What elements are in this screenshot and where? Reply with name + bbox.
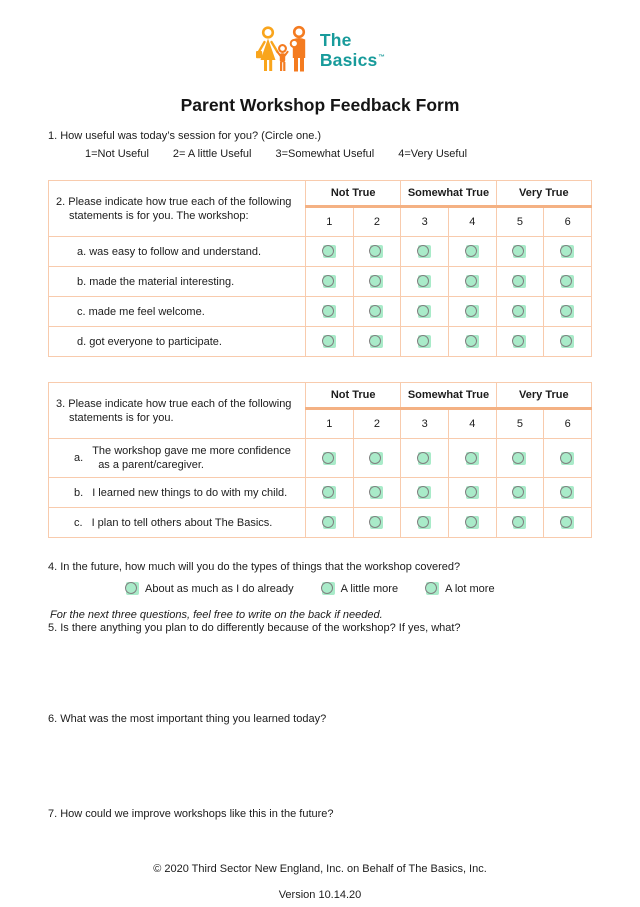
q2-row-a — [49, 237, 592, 267]
rating-radio[interactable] — [466, 245, 479, 258]
rating-radio[interactable] — [513, 486, 526, 499]
q3-row-c — [49, 508, 592, 538]
rating-radio[interactable] — [513, 305, 526, 318]
brand-line-1: The — [319, 30, 352, 51]
answer-space-q5 — [48, 636, 592, 712]
q3-row-c-label: c. I plan to tell others about The Basics. — [49, 508, 306, 538]
brand-line-2: Basics™ — [319, 49, 386, 70]
rating-radio[interactable] — [370, 335, 383, 348]
q2-row-b — [49, 267, 592, 297]
question-1-options — [85, 148, 592, 160]
copyright-text: © 2020 Third Sector New England, Inc. on Behalf of The Basics, Inc. — [153, 863, 487, 875]
rating-radio[interactable] — [418, 486, 431, 499]
question-6-text: 6. What was the most important thing you learned today? — [48, 713, 327, 725]
rating-radio[interactable] — [513, 452, 526, 465]
rating-radio[interactable] — [466, 486, 479, 499]
rating-radio[interactable] — [418, 245, 431, 258]
rating-radio[interactable] — [466, 305, 479, 318]
question-4 — [48, 560, 592, 595]
write-on-back-note: For the next three questions, feel free to write on the back if needed. — [50, 609, 383, 621]
radio-circle-icon[interactable] — [426, 582, 439, 595]
rating-radio[interactable] — [323, 245, 336, 258]
radio-circle-icon[interactable] — [126, 582, 139, 595]
rating-radio[interactable] — [323, 335, 336, 348]
question-3-prompt: 3. Please indicate how true each of the following statements is for you. — [49, 383, 306, 439]
rating-group-not-true: Not True — [306, 383, 401, 409]
question-7-text: 7. How could we improve workshops like this in the future? — [48, 808, 334, 820]
answer-space-q6 — [48, 727, 592, 807]
rating-number-6: 6 — [544, 409, 592, 439]
question-3-table — [48, 382, 592, 538]
rating-radio[interactable] — [561, 305, 574, 318]
rating-number-5: 5 — [496, 207, 544, 237]
rating-radio[interactable] — [513, 245, 526, 258]
rating-number-3: 3 — [401, 207, 449, 237]
radio-circle-icon[interactable] — [322, 582, 335, 595]
q1-option-not-useful[interactable]: 1=Not Useful — [85, 148, 149, 160]
rating-number-3: 3 — [401, 409, 449, 439]
q3-row-b — [49, 478, 592, 508]
rating-number-5: 5 — [496, 409, 544, 439]
rating-radio[interactable] — [370, 452, 383, 465]
rating-radio[interactable] — [418, 305, 431, 318]
rating-radio[interactable] — [513, 275, 526, 288]
rating-radio[interactable] — [418, 335, 431, 348]
rating-radio[interactable] — [323, 452, 336, 465]
trademark-symbol: ™ — [378, 54, 386, 62]
rating-number-1: 1 — [306, 409, 354, 439]
question-1-text: 1. How useful was today’s session for you? (Circle one.) — [48, 130, 322, 142]
rating-number-1: 1 — [306, 207, 354, 237]
rating-radio[interactable] — [466, 452, 479, 465]
rating-radio[interactable] — [561, 275, 574, 288]
rating-group-somewhat-true: Somewhat True — [401, 383, 496, 409]
q2-row-a-label: a. was easy to follow and understand. — [49, 237, 306, 267]
q2-row-c-label: c. made me feel welcome. — [49, 297, 306, 327]
rating-radio[interactable] — [561, 486, 574, 499]
brand-wordmark — [320, 31, 385, 69]
q1-option-little-useful[interactable]: 2= A little Useful — [172, 148, 252, 160]
rating-radio[interactable] — [370, 275, 383, 288]
rating-radio[interactable] — [370, 305, 383, 318]
rating-radio[interactable] — [323, 305, 336, 318]
q3-row-b-label: b. I learned new things to do with my child. — [49, 478, 306, 508]
rating-radio[interactable] — [370, 486, 383, 499]
rating-group-very-true: Very True — [496, 181, 591, 207]
rating-radio[interactable] — [370, 516, 383, 529]
question-5-text: 5. Is there anything you plan to do differently because of the workshop? If yes, what? — [48, 622, 461, 634]
rating-number-2: 2 — [353, 409, 401, 439]
rating-number-4: 4 — [448, 207, 496, 237]
q4-option-little-more[interactable]: A little more — [322, 582, 398, 595]
question-4-text: 4. In the future, how much will you do the types of things that the workshop covered? — [48, 561, 461, 573]
q2-row-b-label: b. made the material interesting. — [49, 267, 306, 297]
rating-number-4: 4 — [448, 409, 496, 439]
rating-radio[interactable] — [466, 275, 479, 288]
rating-radio[interactable] — [418, 275, 431, 288]
rating-radio[interactable] — [561, 452, 574, 465]
rating-group-not-true: Not True — [306, 181, 401, 207]
q4-option-lot-more[interactable]: A lot more — [426, 582, 495, 595]
rating-radio[interactable] — [418, 452, 431, 465]
rating-radio[interactable] — [418, 516, 431, 529]
q2-row-d — [49, 327, 592, 357]
rating-radio[interactable] — [323, 516, 336, 529]
page-title: Parent Workshop Feedback Form — [180, 95, 460, 115]
question-2-prompt: 2. Please indicate how true each of the following statements is for you. The workshop: — [49, 181, 306, 237]
the-basics-logo — [48, 0, 592, 76]
rating-number-2: 2 — [353, 207, 401, 237]
question-1 — [48, 129, 592, 160]
family-figures-icon — [255, 25, 311, 75]
rating-radio[interactable] — [513, 516, 526, 529]
q3-row-a — [49, 439, 592, 478]
rating-radio[interactable] — [561, 516, 574, 529]
rating-number-6: 6 — [544, 207, 592, 237]
q3-row-a-label: a. The workshop gave me more confidence as a parent/caregiver. — [49, 439, 306, 478]
q1-option-very-useful[interactable]: 4=Very Useful — [398, 148, 468, 160]
q2-row-d-label: d. got everyone to participate. — [49, 327, 306, 357]
rating-group-somewhat-true: Somewhat True — [401, 181, 496, 207]
version-text: Version 10.14.20 — [278, 889, 362, 901]
rating-radio[interactable] — [466, 516, 479, 529]
rating-radio[interactable] — [466, 335, 479, 348]
question-4-options — [126, 582, 592, 595]
rating-radio[interactable] — [323, 486, 336, 499]
q1-option-somewhat-useful[interactable]: 3=Somewhat Useful — [275, 148, 375, 160]
rating-radio[interactable] — [513, 335, 526, 348]
q2-row-c — [49, 297, 592, 327]
rating-radio[interactable] — [370, 245, 383, 258]
rating-group-very-true: Very True — [496, 383, 591, 409]
rating-radio[interactable] — [323, 275, 336, 288]
rating-radio[interactable] — [561, 245, 574, 258]
rating-radio[interactable] — [561, 335, 574, 348]
q4-option-as-much[interactable]: About as much as I do already — [126, 582, 294, 595]
question-2-table — [48, 180, 592, 357]
